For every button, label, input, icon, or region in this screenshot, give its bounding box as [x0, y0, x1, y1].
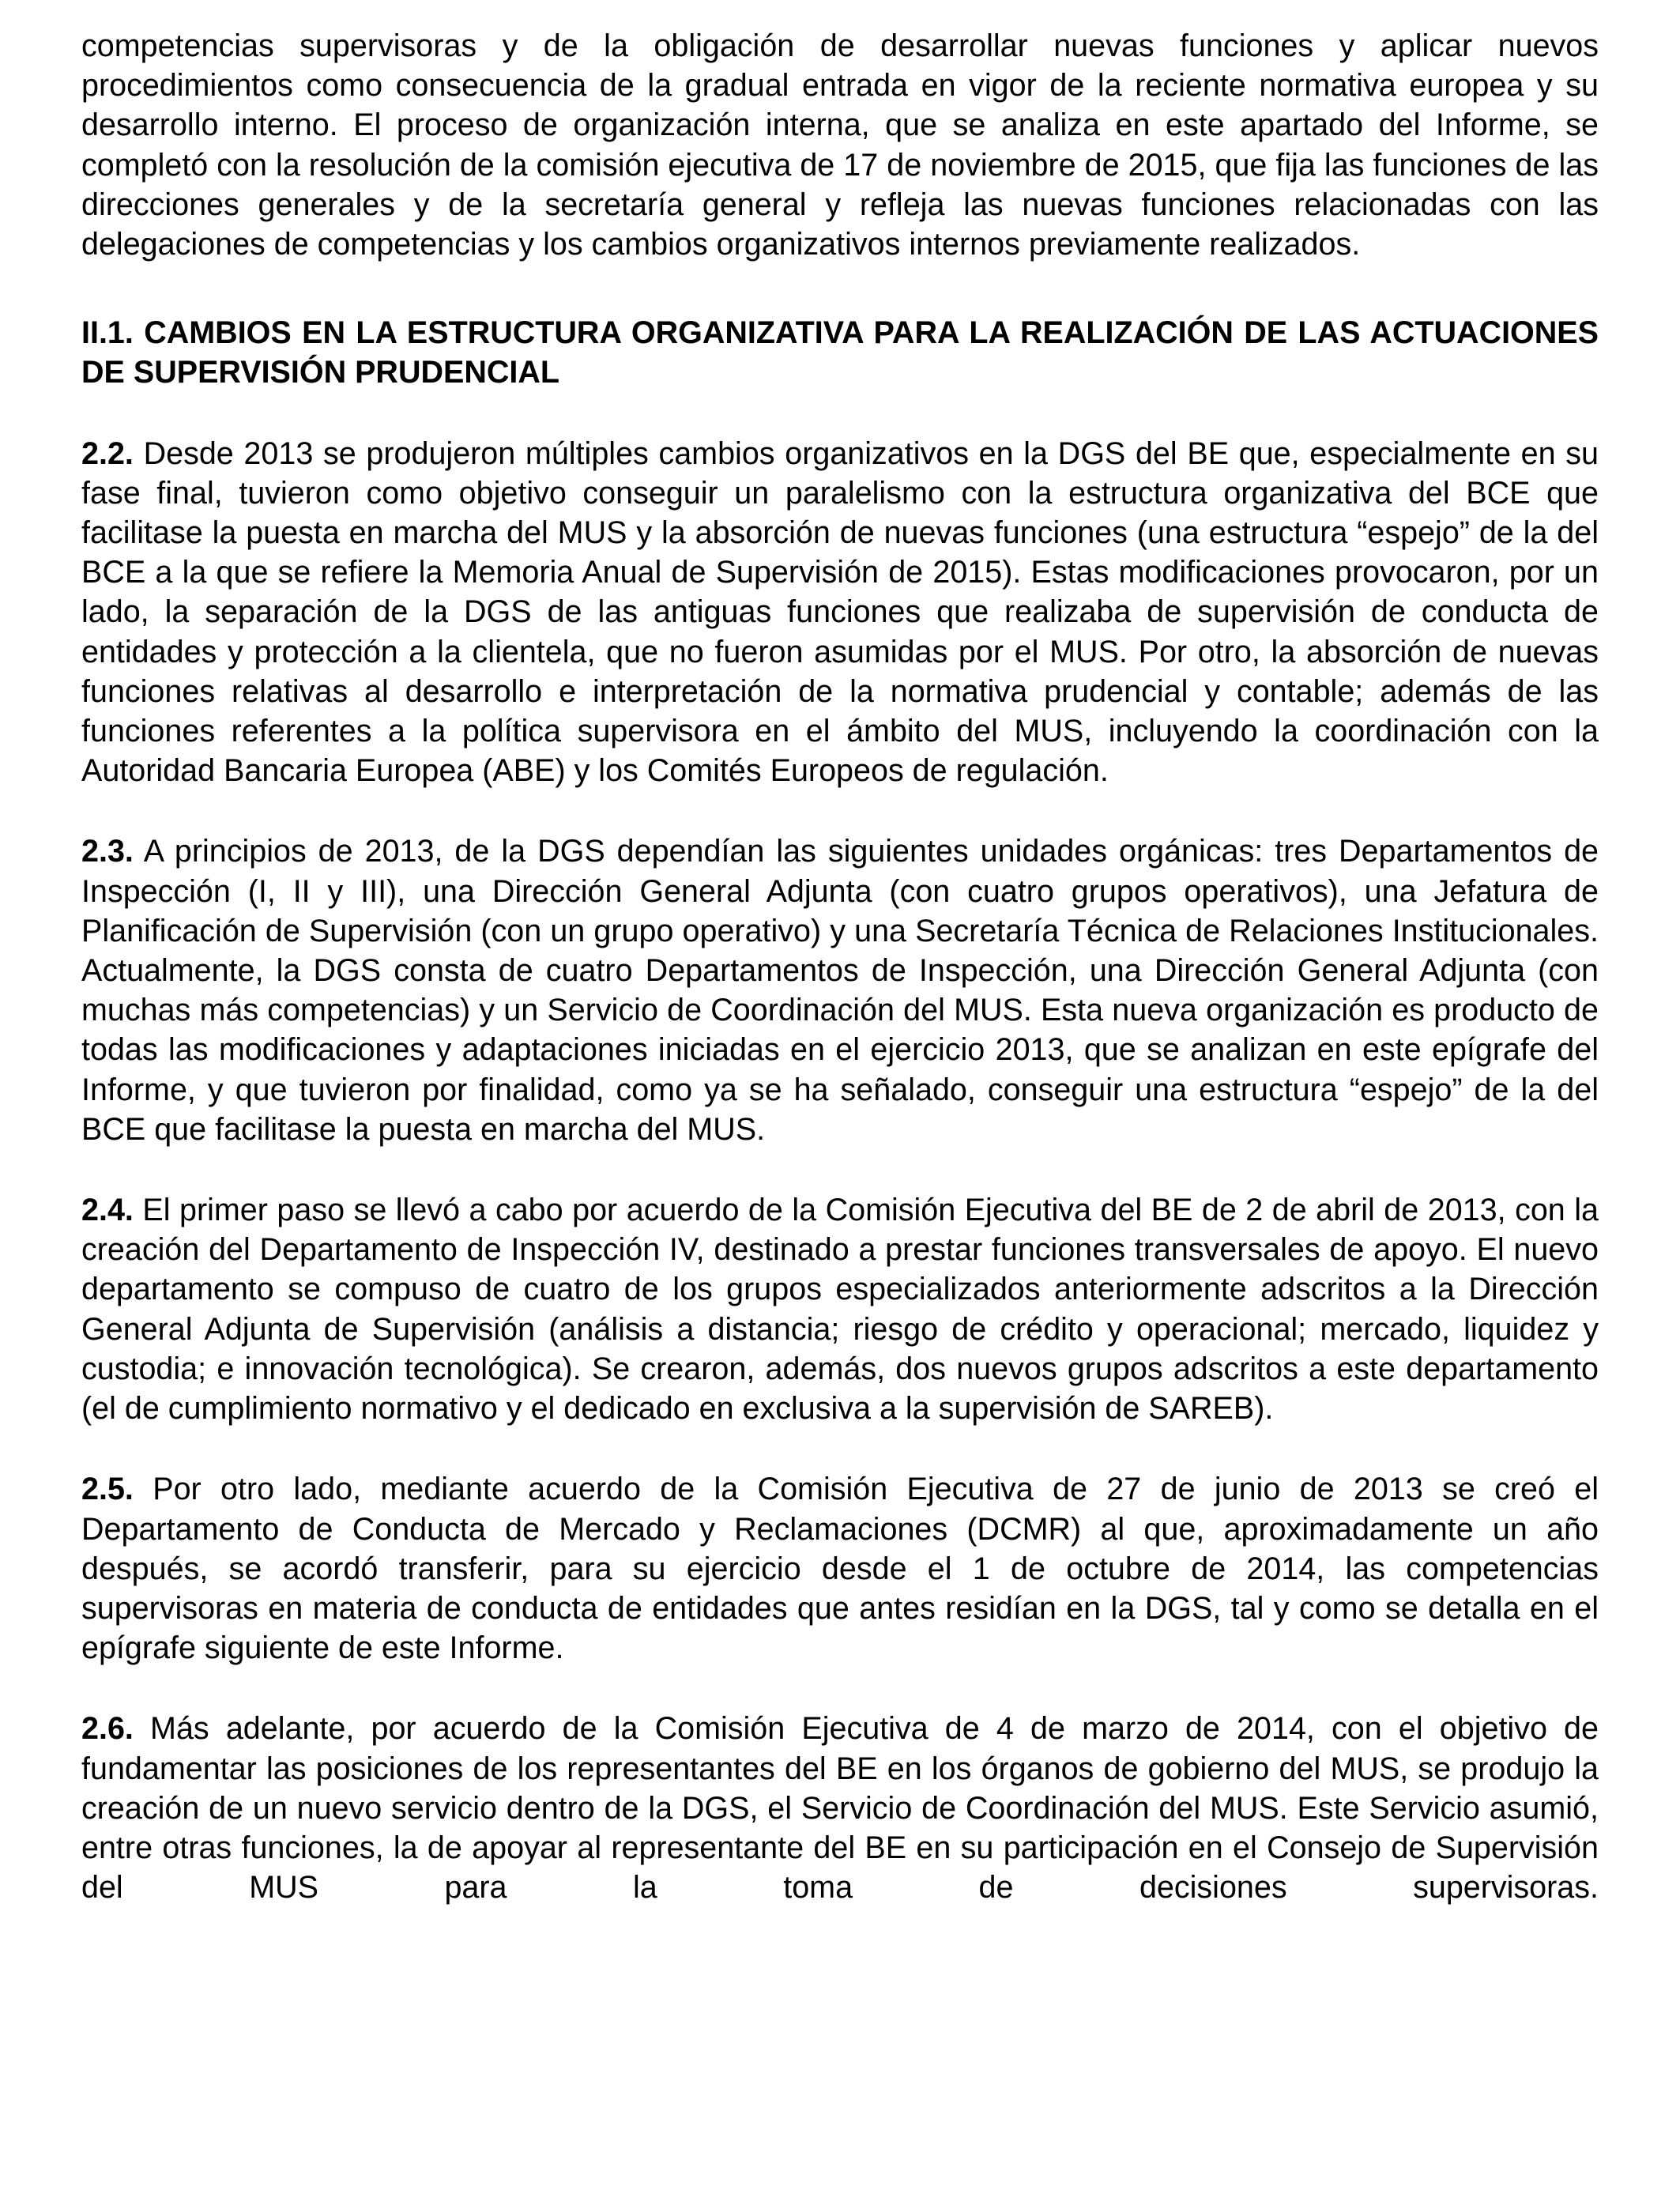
intro-text: competencias supervisoras y de la obligación de desarrollar nuevas funciones y aplicar nuevos procedimientos como consecuencia de la gradual entrada en vigor de la reciente normativa europea y su desarrollo interno. El proceso de organización interna, que se analiza en este apartado del Informe, se completó con la resolución de la comisión ejecutiva de 17 de noviembre de 2015, que fija las funciones de las direcciones generales y de la secretaría general y refleja las nuevas funciones relacionadas con las delegaciones de competencias y los cambios organizativos internos previamente realizados. — [81, 28, 1599, 262]
paragraph-text: Por otro lado, mediante acuerdo de la Comisión Ejecutiva de 27 de junio de 2013 se creó el Departamento de Conducta de Mercado y Reclamaciones (DCMR) al que, aproximadamente un año después, se acordó transferir, para su ejercicio desde el 1 de octubre de 2014, las competencias supervisoras en materia de conducta de entidades que antes residían en la DGS, tal y como se detalla en el epígrafe siguiente de este Informe. — [81, 1472, 1599, 1666]
paragraph-number: 2.3. — [81, 834, 134, 869]
paragraph-text: El primer paso se llevó a cabo por acuerdo de la Comisión Ejecutiva del BE de 2 de abril de 2013, con la creación del Departamento de Inspección IV, destinado a prestar funciones transversales de apoyo. El nuevo departamento se compuso de cuatro de los grupos especializados anteriormente adscritos a la Dirección General Adjunta de Supervisión (análisis a distancia; riesgo de crédito y operacional; mercado, liquidez y custodia; e innovación tecnológica). Se crearon, además, dos nuevos grupos adscritos a este departamento (el de cumplimiento normativo y el dedicado en exclusiva a la supervisión de SAREB). — [81, 1193, 1599, 1427]
paragraph-2-6 — [81, 1709, 1599, 1907]
paragraph-number: 2.2. — [81, 435, 134, 471]
spacer — [81, 790, 1599, 831]
spacer — [81, 1668, 1599, 1709]
paragraph-2-4 — [81, 1190, 1599, 1428]
paragraph-text: A principios de 2013, de la DGS dependían las siguientes unidades orgánicas: tres Departamentos de Inspección (I, II y III), una Dirección General Adjunta (con cuatro grupos operativos), una Jefatura de Planificación de Supervisión (con un grupo operativo) y una Secretaría Técnica de Relaciones Institucionales. Actualmente, la DGS consta de cuatro Departamentos de Inspección, una Dirección General Adjunta (con muchas más competencias) y un Servicio de Coordinación del MUS. Esta nueva organización es producto de todas las modificaciones y adaptaciones iniciadas en el ejercicio 2013, que se analizan en este epígrafe del Informe, y que tuvieron por finalidad, como ya se ha señalado, conseguir una estructura “espejo” de la del BCE que facilitase la puesta en marcha del MUS. — [81, 834, 1599, 1147]
paragraph-number: 2.6. — [81, 1711, 134, 1747]
paragraph-2-5 — [81, 1469, 1599, 1668]
paragraph-number: 2.5. — [81, 1472, 134, 1507]
spacer — [81, 264, 1599, 313]
intro-paragraph — [81, 26, 1599, 264]
document-page — [81, 26, 1599, 1907]
paragraph-text: Desde 2013 se produjeron múltiples cambios organizativos en la DGS del BE que, especialmente en su fase final, tuvieron como objetivo conseguir un paralelismo con la estructura organizativa del BCE que facilitase la puesta en marcha del MUS y la absorción de nuevas funciones (una estructura “espejo” de la del BCE a la que se refiere la Memoria Anual de Supervisión de 2015). Estas modificaciones provocaron, por un lado, la separación de la DGS de las antiguas funciones que realizaba de supervisión de conducta de entidades y protección a la clientela, que no fueron asumidas por el MUS. Por otro, la absorción de nuevas funciones relativas al desarrollo e interpretación de la normativa prudencial y contable; además de las funciones referentes a la política supervisora en el ámbito del MUS, incluyendo la coordinación con la Autoridad Bancaria Europea (ABE) y los Comités Europeos de regulación. — [81, 435, 1599, 789]
paragraph-2-3 — [81, 831, 1599, 1149]
spacer — [81, 1149, 1599, 1190]
spacer — [81, 1428, 1599, 1469]
paragraph-number: 2.4. — [81, 1193, 134, 1228]
spacer — [81, 393, 1599, 434]
paragraph-2-2 — [81, 434, 1599, 791]
paragraph-text: Más adelante, por acuerdo de la Comisión Ejecutiva de 4 de marzo de 2014, con el objetivo de fundamentar las posiciones de los representantes del BE en los órganos de gobierno del MUS, se produjo la creación de un nuevo servicio dentro de la DGS, el Servicio de Coordinación del MUS. Este Servicio asumió, entre otras funciones, la de apoyar al representante del BE en su participación en el Consejo de Supervisión del MUS para la toma de decisiones supervisoras. — [81, 1711, 1599, 1906]
section-heading: II.1. CAMBIOS EN LA ESTRUCTURA ORGANIZATIVA PARA LA REALIZACIÓN DE LAS ACTUACIONES DE SUPERVISIÓN PRUDENCIAL — [81, 315, 1599, 390]
